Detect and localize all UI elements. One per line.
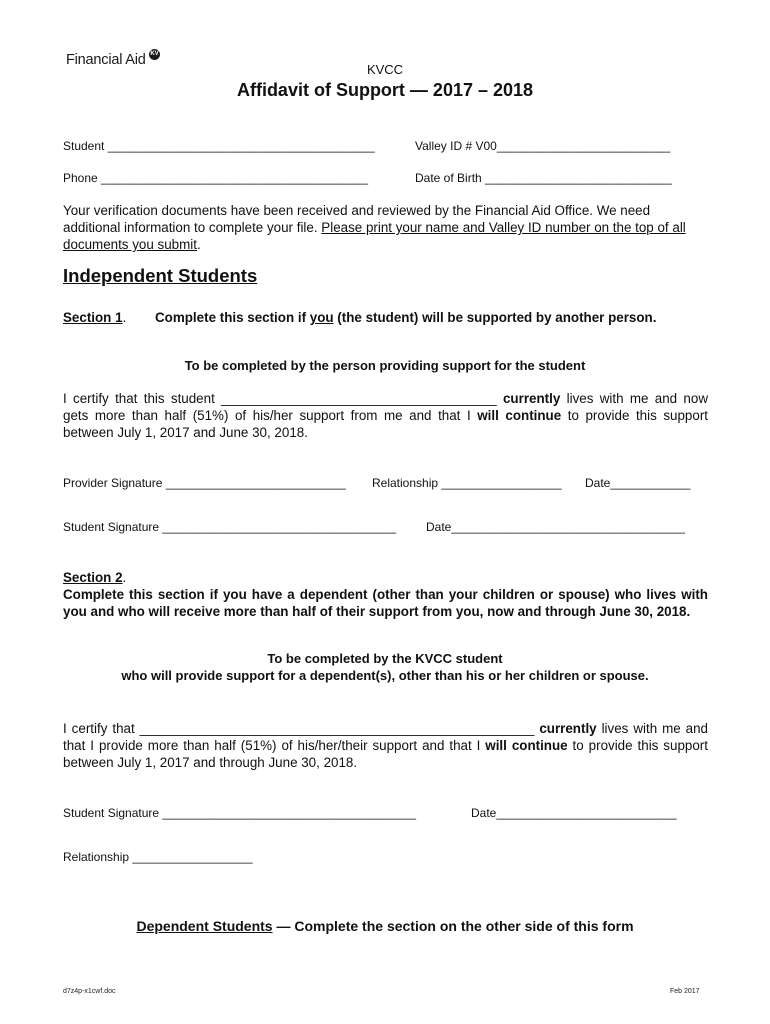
logo-badge-icon: KV: [149, 49, 160, 60]
section1-description: Complete this section if you (the student) will be supported by another person.: [155, 310, 657, 325]
dependent-students-note: Dependent Students — Complete the section on the other side of this form: [136, 918, 634, 934]
intro-paragraph: Your verification documents have been received and reviewed by the Financial Aid Office. We need additional information to complete your file. Please print your name and Valley ID number on the top of all documents you submit.: [63, 203, 686, 252]
section2-student-signature-field[interactable]: Student Signature ______________________________________: [63, 806, 417, 820]
phone-field[interactable]: Phone ________________________________________: [63, 171, 368, 185]
section2-description: Complete this section if you have a dependent (other than your children or spouse) who lives with you and who will receive more than half of their support from you, now and through June 30, 2018.: [63, 587, 708, 619]
student-signature-field[interactable]: Student Signature ___________________________________: [63, 520, 396, 534]
section1-certification: I certify that this student _____________________________________ currently lives with me and now gets more than half (51%) of his/her support from me and that I will continue to provide this support between July 1, 2017 and June 30, 2018.: [63, 391, 709, 440]
section2-relationship-field[interactable]: Relationship __________________: [63, 850, 253, 864]
footer-filename: d7z4p-x1cwf.doc: [63, 988, 116, 995]
section2-subheading-1: To be completed by the KVCC student: [267, 651, 503, 666]
section1-label: Section 1.: [63, 310, 127, 325]
student-field[interactable]: Student ________________________________________: [63, 139, 375, 153]
provider-signature-field[interactable]: Provider Signature ___________________________: [63, 476, 346, 490]
page-title: Affidavit of Support — 2017 – 2018: [236, 80, 534, 100]
financial-aid-logo: Financial Aid: [66, 52, 146, 68]
date-of-birth-field[interactable]: Date of Birth ____________________________: [415, 171, 672, 185]
student-date-field[interactable]: Date___________________________________: [426, 520, 685, 534]
section2-subheading-2: who will provide support for a dependent(s), other than his or her children or spouse.: [121, 668, 649, 683]
section2-label: Section 2.: [63, 570, 127, 585]
footer-date: Feb 2017: [670, 988, 700, 995]
section2-certification: I certify that _____________________________________________________ currently lives with me and that I provide more than half (51%) of his/her/their support and that I will continue to provide this support between July 1, 2017 and through June 30, 2018.: [63, 721, 708, 770]
relationship-field[interactable]: Relationship __________________: [372, 476, 562, 490]
independent-students-heading: Independent Students: [63, 265, 258, 286]
org-name: KVCC: [366, 62, 404, 77]
section2-date-field[interactable]: Date___________________________: [471, 806, 677, 820]
provider-date-field[interactable]: Date____________: [585, 476, 691, 490]
section1-subheading: To be completed by the person providing support for the student: [184, 358, 586, 373]
valley-id-field[interactable]: Valley ID # V00__________________________: [415, 139, 671, 153]
